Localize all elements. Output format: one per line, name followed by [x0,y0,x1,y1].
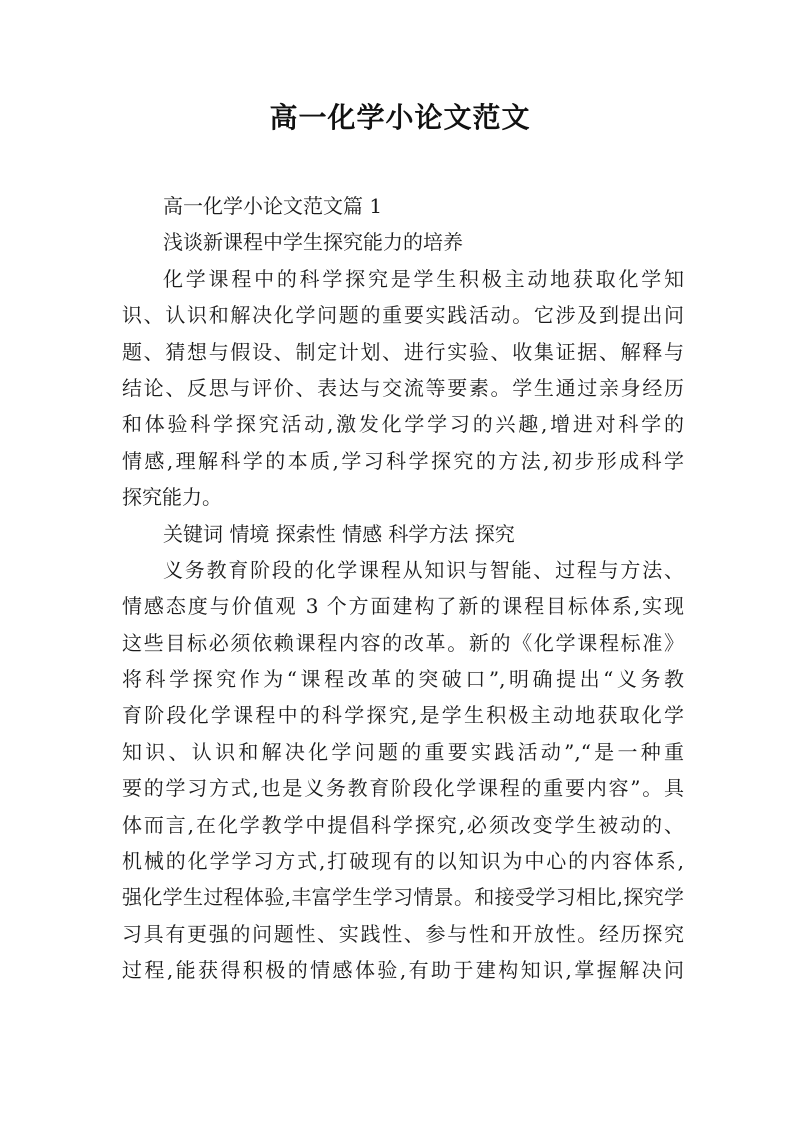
paragraph-line: 这些目标必须依赖课程内容的改革。新的《化学课程标准》 [122,630,684,655]
paragraph-line: 机械的化学学习方式,打破现有的以知识为中心的内容体系, [122,849,684,874]
article-subtitle: 浅谈新课程中学生探究能力的培养 [163,230,463,255]
paragraph-line: 探究能力。 [122,485,222,510]
paragraph-line: 情感态度与价值观 3 个方面建构了新的课程目标体系,实现 [122,594,684,619]
paragraph-line: 识、认识和解决化学问题的重要实践活动。它涉及到提出问 [122,303,684,328]
paragraph-line: 题、猜想与假设、制定计划、进行实验、收集证据、解释与 [122,339,684,364]
paragraph-line: 要的学习方式,也是义务教育阶段化学课程的重要内容”。具 [122,776,684,801]
paragraph-line: 强化学生过程体验,丰富学生学习情景。和接受学习相比,探究学 [122,885,684,910]
paragraph-line: 育阶段化学课程中的科学探究,是学生积极主动地获取化学 [122,703,684,728]
paragraph-line: 知识、认识和解决化学问题的重要实践活动”,“是一种重 [122,739,684,764]
paragraph-line: 过程,能获得积极的情感体验,有助于建构知识,掌握解决问 [122,958,684,983]
section-heading: 高一化学小论文范文篇 1 [163,194,383,218]
keywords-line: 关键词 情境 探索性 情感 科学方法 探究 [163,521,515,546]
document-body [122,188,684,989]
paragraph-line: 情感,理解科学的本质,学习科学探究的方法,初步形成科学 [122,448,684,473]
paragraph-line: 体而言,在化学教学中提倡科学探究,必须改变学生被动的、 [122,812,684,837]
paragraph-line: 和体验科学探究活动,激发化学学习的兴趣,增进对科学的 [122,412,684,437]
paragraph-line: 化学课程中的科学探究是学生积极主动地获取化学知 [163,266,684,291]
paragraph-line: 结论、反思与评价、表达与交流等要素。学生通过亲身经历 [122,375,684,400]
paragraph-line: 义务教育阶段的化学课程从知识与智能、过程与方法、 [163,557,684,582]
document-title: 高一化学小论文范文 [269,101,531,134]
paragraph-line: 习具有更强的问题性、实践性、参与性和开放性。经历探究 [122,921,684,946]
paragraph-line: 将科学探究作为“课程改革的突破口”,明确提出“义务教 [122,667,684,692]
